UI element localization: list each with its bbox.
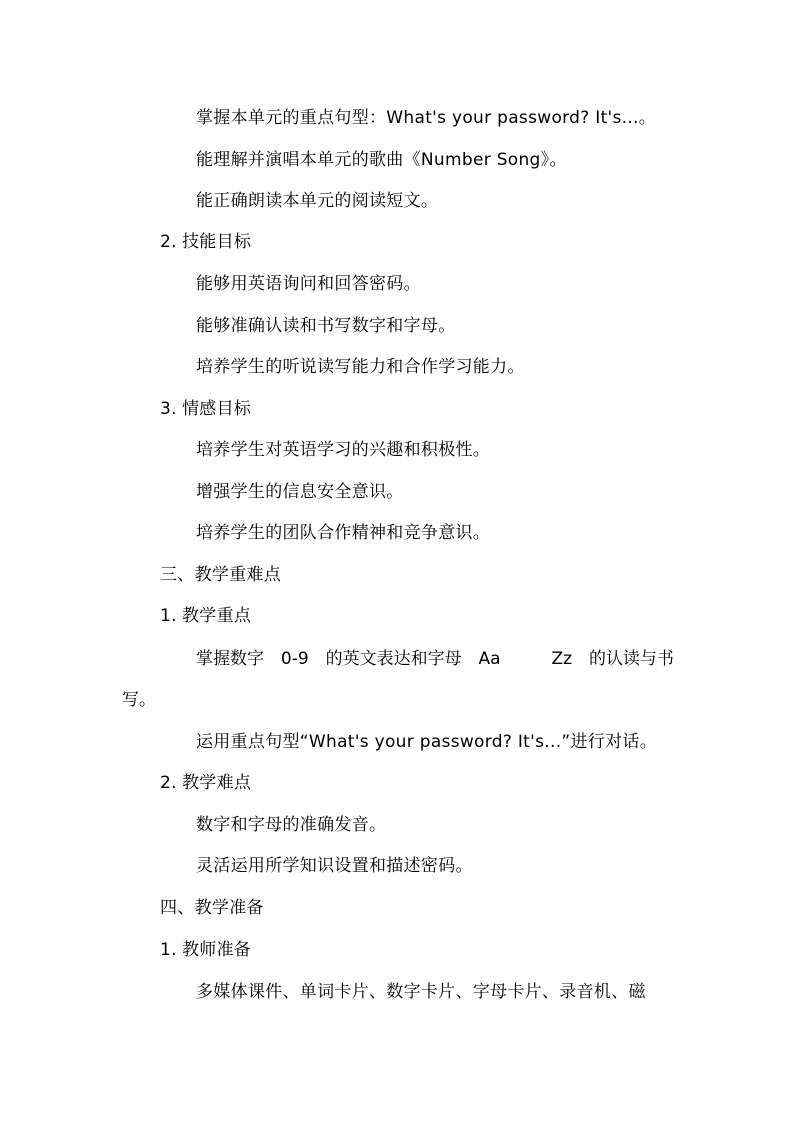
skill-goal-heading [160, 231, 251, 253]
emotion-goal-number: 3. [160, 399, 177, 419]
emotion-goal-heading [160, 398, 251, 420]
teacher-prep-title: 教师准备 [182, 940, 252, 960]
teacher-prep-heading [160, 939, 251, 961]
difficult-points-title: 教学难点 [182, 773, 252, 793]
teacher-prep-item-1: 多媒体课件、单词卡片、数字卡片、字母卡片、录音机、磁 [196, 982, 646, 1002]
skill-goal-title: 技能目标 [182, 232, 252, 252]
key-points-number: 1. [160, 606, 177, 626]
knowledge-item-sentence-pattern: 掌握本单元的重点句型：What's your password? It's...。 [196, 108, 657, 128]
emotion-item-2: 增强学生的信息安全意识。 [196, 482, 404, 502]
key-point-item-1-part-2: 0-9 [280, 649, 309, 669]
key-point-item-1-part-1: 掌握数字 [196, 649, 264, 669]
knowledge-item-song: 能理解并演唱本单元的歌曲《Number Song》。 [196, 150, 567, 170]
emotion-item-1: 培养学生对英语学习的兴趣和积极性。 [196, 440, 491, 460]
difficult-point-item-1: 数字和字母的准确发音。 [196, 815, 387, 835]
key-point-item-2: 运用重点句型“What's your password? It's...”进行对话。 [196, 732, 657, 752]
emotion-goal-title: 情感目标 [182, 399, 252, 419]
key-point-item-1-wrap: 写。 [122, 690, 156, 710]
difficult-points-heading [160, 772, 251, 794]
section-heading-key-difficult: 三、教学重难点 [160, 565, 282, 585]
skill-item-1: 能够用英语询问和回答密码。 [196, 274, 421, 294]
difficult-points-number: 2. [160, 773, 177, 793]
teacher-prep-number: 1. [160, 940, 177, 960]
skill-item-3: 培养学生的听说读写能力和合作学习能力。 [196, 357, 525, 377]
skill-goal-number: 2. [160, 232, 177, 252]
key-point-item-1-part-6: 的认读与书 [588, 649, 674, 669]
difficult-point-item-2: 灵活运用所学知识设置和描述密码。 [196, 856, 473, 876]
key-points-heading [160, 605, 251, 627]
emotion-item-3: 培养学生的团队合作精神和竞争意识。 [196, 523, 491, 543]
key-point-item-1-part-4: Aa [478, 649, 501, 669]
section-heading-preparation: 四、教学准备 [160, 898, 264, 918]
skill-item-2: 能够准确认读和书写数字和字母。 [196, 316, 456, 336]
key-point-item-1-part-5: Zz [551, 649, 573, 669]
key-point-item-1 [196, 648, 674, 670]
knowledge-item-reading: 能正确朗读本单元的阅读短文。 [196, 191, 439, 211]
key-point-item-1-part-3: 的英文表达和字母 [325, 649, 462, 669]
key-points-title: 教学重点 [182, 606, 252, 626]
